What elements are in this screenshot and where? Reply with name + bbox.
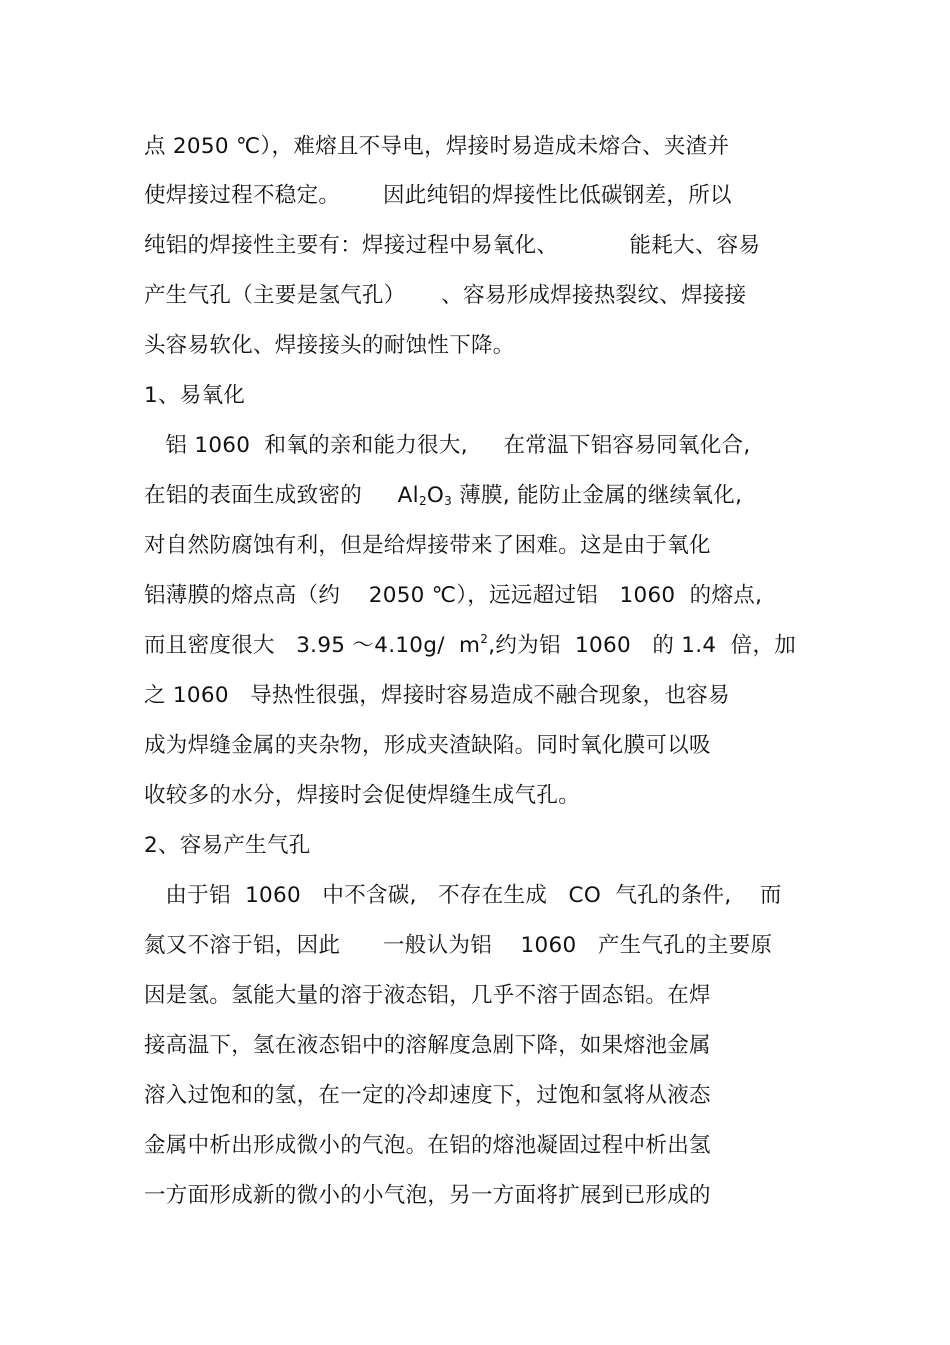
paragraph-line: 产生气孔（主要是氢气孔） 、容易形成焊接热裂纹、焊接接: [144, 283, 747, 308]
line-text: 薄膜, 能防止金属的继续氧化,: [452, 483, 743, 508]
paragraph-line: 纯铝的焊接性主要有：焊接过程中易氧化、 能耗大、容易: [144, 233, 761, 258]
section-heading: 2、容易产生气孔: [144, 833, 311, 858]
paragraph-line: 接高温下，氢在液态铝中的溶解度急剧下降，如果熔池金属: [144, 1033, 711, 1058]
line-text: O: [426, 483, 445, 508]
section-heading: 1、易氧化: [144, 383, 246, 408]
superscript: 2: [480, 632, 489, 646]
line-text: 在铝的表面生成致密的 Al: [144, 483, 419, 508]
paragraph-line: 点 2050 ℃），难熔且不导电，焊接时易造成未熔合、夹渣并: [144, 134, 730, 159]
paragraph-line: [144, 631, 796, 661]
subscript: 3: [444, 494, 453, 508]
paragraph-line: 头容易软化、焊接接头的耐蚀性下降。: [144, 333, 515, 358]
paragraph-line: 成为焊缝金属的夹杂物，形成夹渣缺陷。同时氧化膜可以吸: [144, 733, 711, 758]
paragraph-line: 一方面形成新的微小的小气泡，另一方面将扩展到已形成的: [144, 1183, 711, 1208]
paragraph-line: 使焊接过程不稳定。 因此纯铝的焊接性比低碳钢差，所以: [144, 183, 732, 208]
paragraph-line: 金属中析出形成微小的气泡。在铝的熔池凝固过程中析出氢: [144, 1133, 711, 1158]
paragraph-line: [144, 481, 742, 511]
paragraph-line: 对自然防腐蚀有利，但是给焊接带来了困难。这是由于氧化: [144, 533, 711, 558]
paragraph-line: 由于铝 1060 中不含碳, 不存在生成 CO 气孔的条件, 而: [144, 883, 782, 908]
line-text: 而且密度很大 3.95 ～4.10g/ m: [144, 633, 481, 658]
paragraph-line: 铝 1060 和氧的亲和能力很大, 在常温下铝容易同氧化合,: [144, 433, 751, 458]
paragraph-line: 溶入过饱和的氢，在一定的冷却速度下，过饱和氢将从液态: [144, 1083, 711, 1108]
paragraph-line: 因是氢。氢能大量的溶于液态铝，几乎不溶于固态铝。在焊: [144, 983, 711, 1008]
subscript: 2: [418, 494, 427, 508]
paragraph-line: 收较多的水分，焊接时会促使焊缝生成气孔。: [144, 783, 581, 808]
line-text: ,约为铝 1060 的 1.4 倍，加: [488, 633, 797, 658]
paragraph-line: 之 1060 导热性很强，焊接时容易造成不融合现象，也容易: [144, 683, 730, 708]
paragraph-line: 氮又不溶于铝，因此 一般认为铝 1060 产生气孔的主要原: [144, 933, 773, 958]
paragraph-line: 铝薄膜的熔点高（约 2050 ℃），远远超过铝 1060 的熔点,: [144, 583, 763, 608]
